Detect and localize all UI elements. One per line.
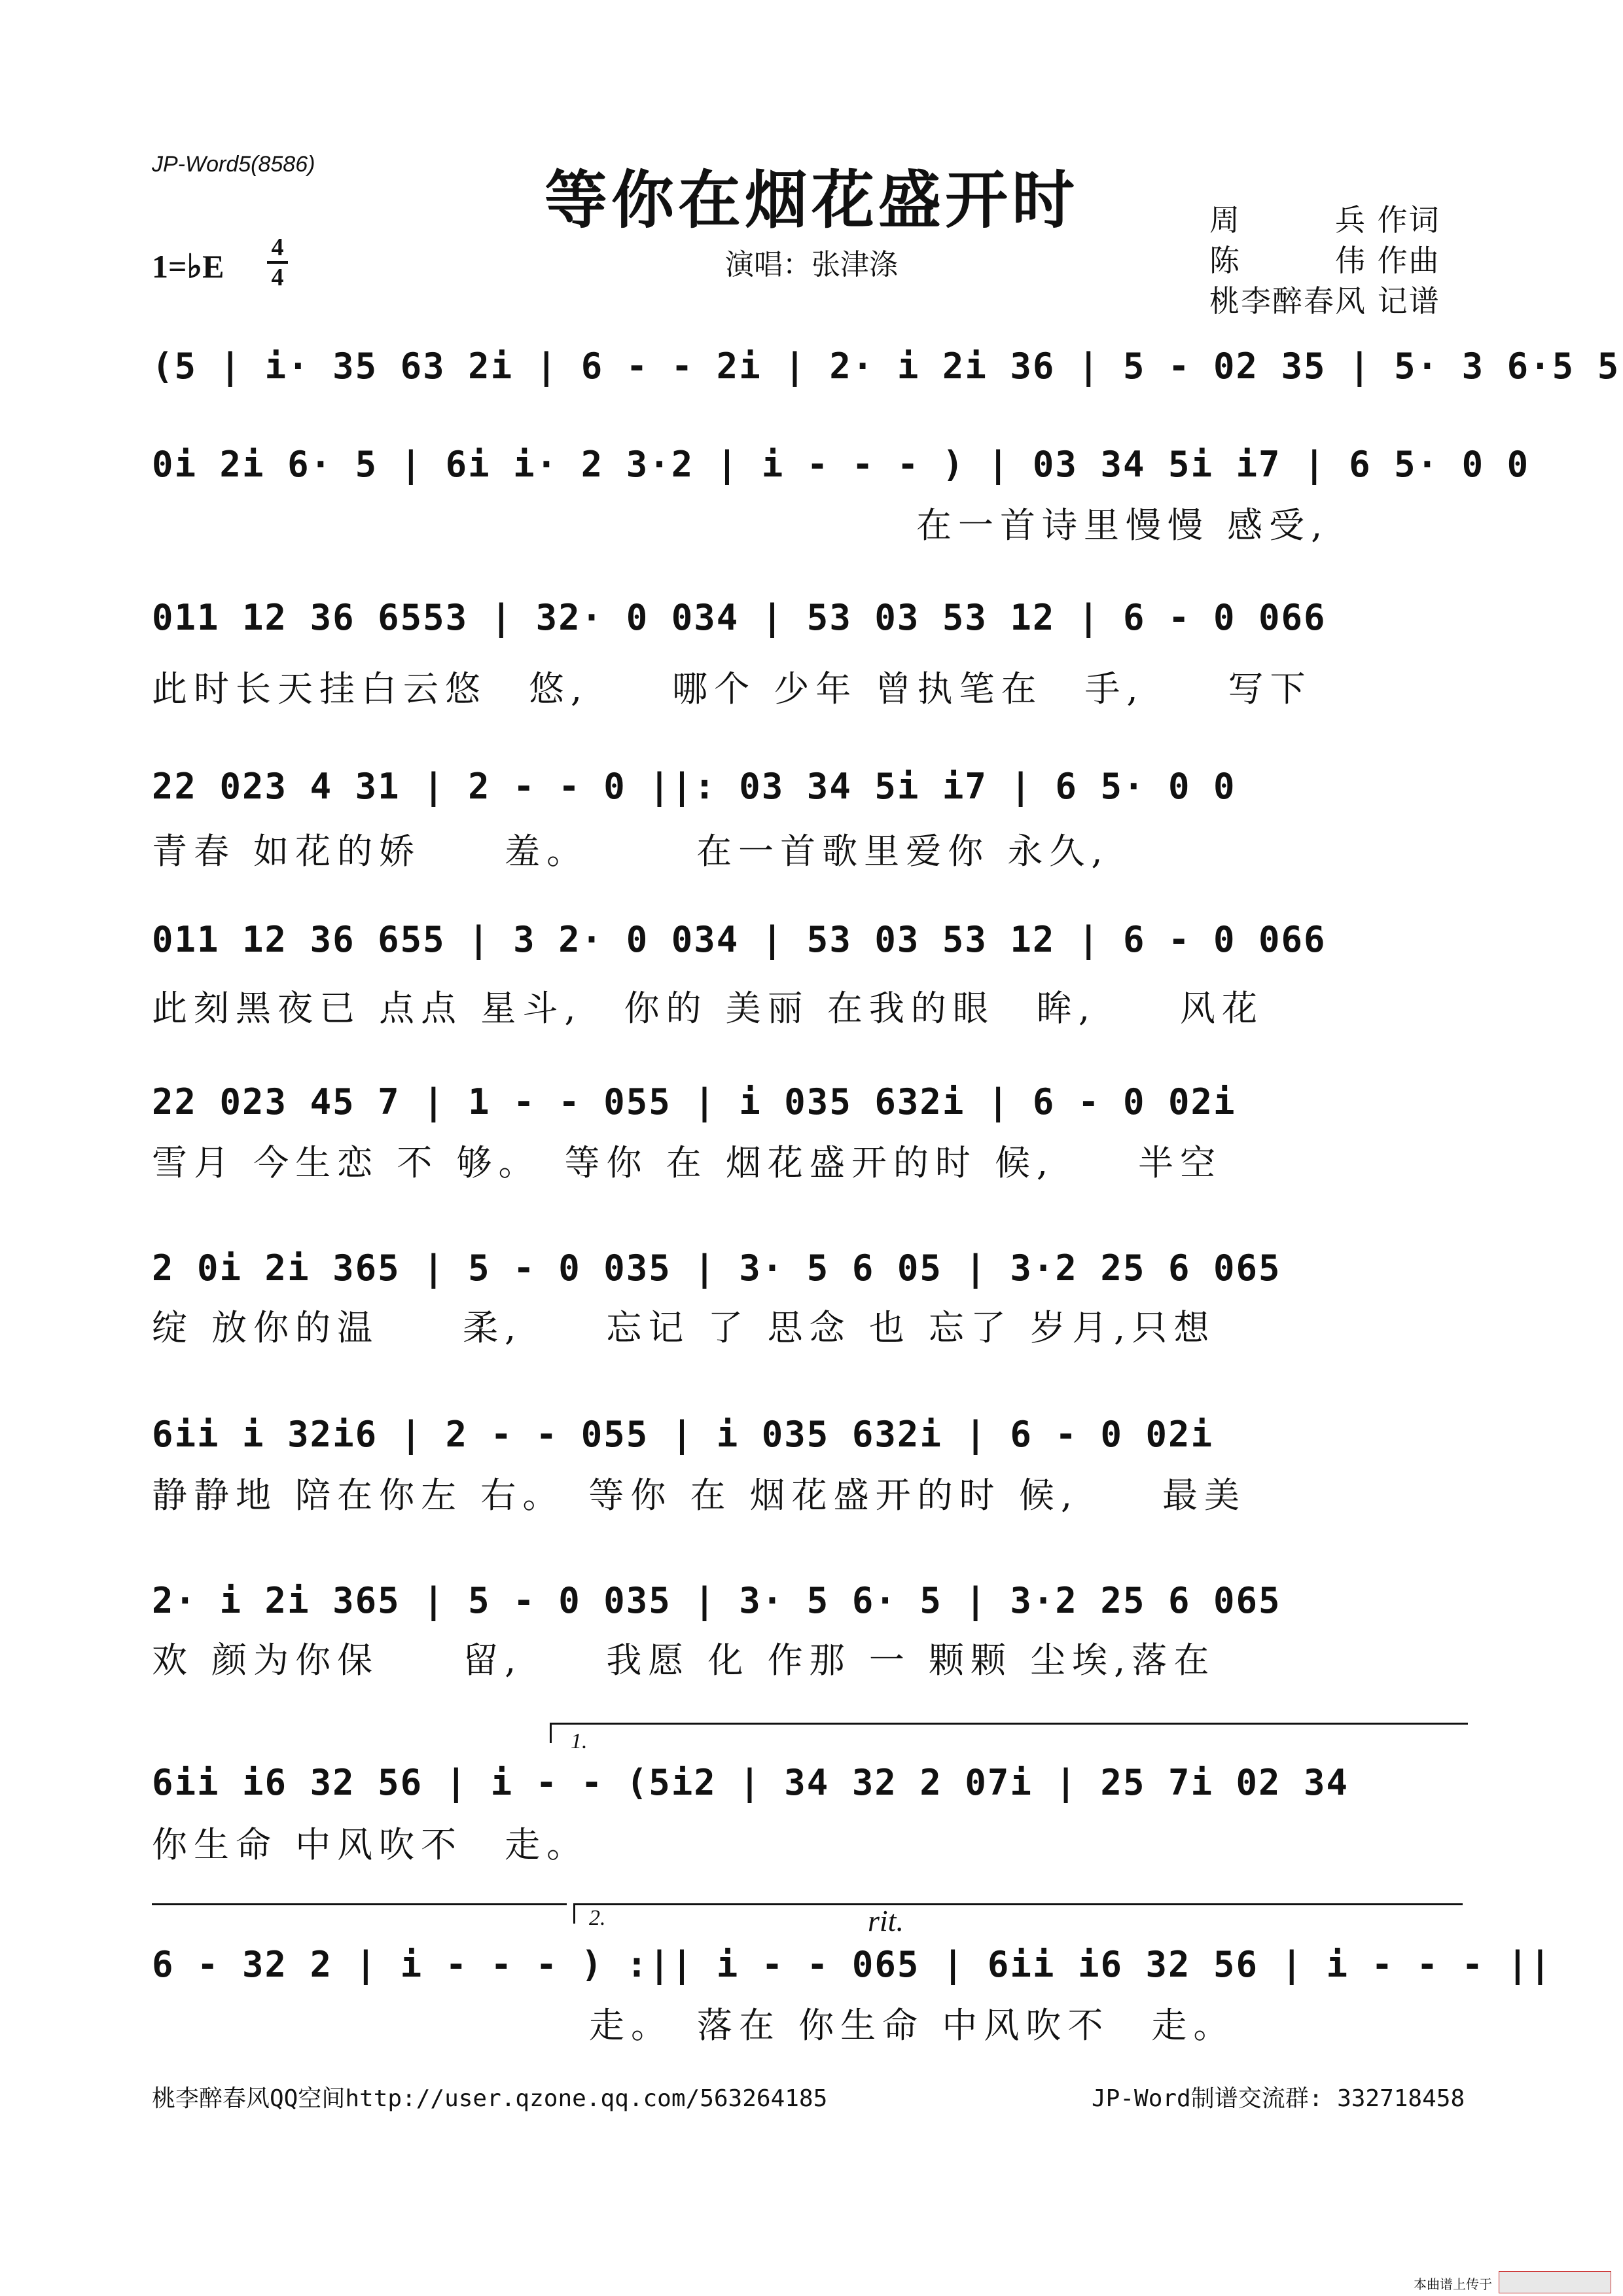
first-ending-continuation [152,1903,567,1905]
time-signature [264,234,291,291]
first-ending-label: 1. [571,1729,588,1753]
score-line-6-notes: 22 023 45 7 | 1 - - 055 | i 035 632i | 6 - 0 02i [152,1081,1236,1122]
site-logo [1499,2271,1611,2293]
key-signature: 1=♭E [152,248,224,285]
score-line-11-notes: 6 - 32 2 | i - - - ) :|| i - - 065 | 6ii i6 32 56 | i - - - || [152,1944,1552,1985]
score-line-1-notes: (5 | i· 35 63 2i | 6 - - 2i | 2· i 2i 36 | 5 - 02 35 | 5· 3 6·5 5 [152,346,1620,387]
score-line-4-notes: 22 023 4 31 | 2 - - 0 ||: 03 34 5i i7 | 6 5· 0 0 [152,766,1236,807]
song-title: 等你在烟花盛开时 [544,163,1079,237]
score-line-5-notes: 011 12 36 655 | 3 2· 0 034 | 53 03 53 12 | 6 - 0 066 [152,919,1327,960]
score-line-8-notes: 6ii i 32i6 | 2 - - 055 | i 035 632i | 6 - 0 02i [152,1414,1214,1455]
uploader-note: 本曲谱上传于 [1414,2276,1492,2292]
first-ending-bracket [550,1723,1468,1743]
transcriber-credit: 桃李醉春风 记谱 [1209,283,1440,319]
score-line-4-lyrics: 青春 如花的娇 羞。 在一首歌里爱你 永久, [152,831,1109,872]
score-line-2-lyrics: 在一首诗里慢慢 感受, [916,505,1329,546]
score-line-6-lyrics: 雪月 今生恋 不 够。 等你 在 烟花盛开的时 候, 半空 [152,1142,1222,1183]
score-line-3-lyrics: 此时长天挂白云悠 悠, 哪个 少年 曾执笔在 手, 写下 [152,668,1312,709]
meter-top: 4 [271,234,284,261]
footer-qzone-link: 桃李醉春风QQ空间http://user.qzone.qq.com/563264185 [152,2085,828,2112]
second-ending-label: 2. [589,1906,606,1930]
score-line-9-lyrics: 欢 颜为你保 留, 我愿 化 作那 一 颗颗 尘埃,落在 [152,1640,1216,1681]
composer-credit: 陈 伟 作曲 [1209,243,1440,278]
score-line-8-lyrics: 静静地 陪在你左 右。 等你 在 烟花盛开的时 候, 最美 [152,1475,1246,1516]
software-label: JP-Word5(8586) [152,152,315,177]
second-ending-bracket [573,1903,1463,1924]
score-line-7-notes: 2 0i 2i 365 | 5 - 0 035 | 3· 5 6 05 | 3·2 25 6 065 [152,1247,1281,1289]
score-line-2-notes: 0i 2i 6· 5 | 6i i· 2 3·2 | i - - - ) | 03 34 5i i7 | 6 5· 0 0 [152,444,1530,485]
singer-credit: 演唱：张津涤 [725,248,898,281]
footer-group-info: JP-Word制谱交流群: 332718458 [1092,2085,1465,2112]
score-line-7-lyrics: 绽 放你的温 柔, 忘记 了 思念 也 忘了 岁月,只想 [152,1307,1216,1348]
ritardando-mark: rit. [868,1904,904,1937]
score-line-5-lyrics: 此刻黑夜已 点点 星斗, 你的 美丽 在我的眼 眸, 风花 [152,988,1264,1029]
score-line-3-notes: 011 12 36 6553 | 32· 0 034 | 53 03 53 12 | 6 - 0 066 [152,597,1327,638]
score-line-9-notes: 2· i 2i 365 | 5 - 0 035 | 3· 5 6· 5 | 3·2 25 6 065 [152,1580,1281,1621]
score-line-10-lyrics: 你生命 中风吹不 走。 [152,1824,589,1865]
lyricist-credit: 周 兵 作词 [1209,202,1440,238]
score-line-10-notes: 6ii i6 32 56 | i - - (5i2 | 34 32 2 07i | 25 7i 02 34 [152,1762,1349,1803]
meter-bottom: 4 [271,264,284,291]
score-line-11-lyrics: 走。 落在 你生命 中风吹不 走。 [589,2005,1236,2046]
